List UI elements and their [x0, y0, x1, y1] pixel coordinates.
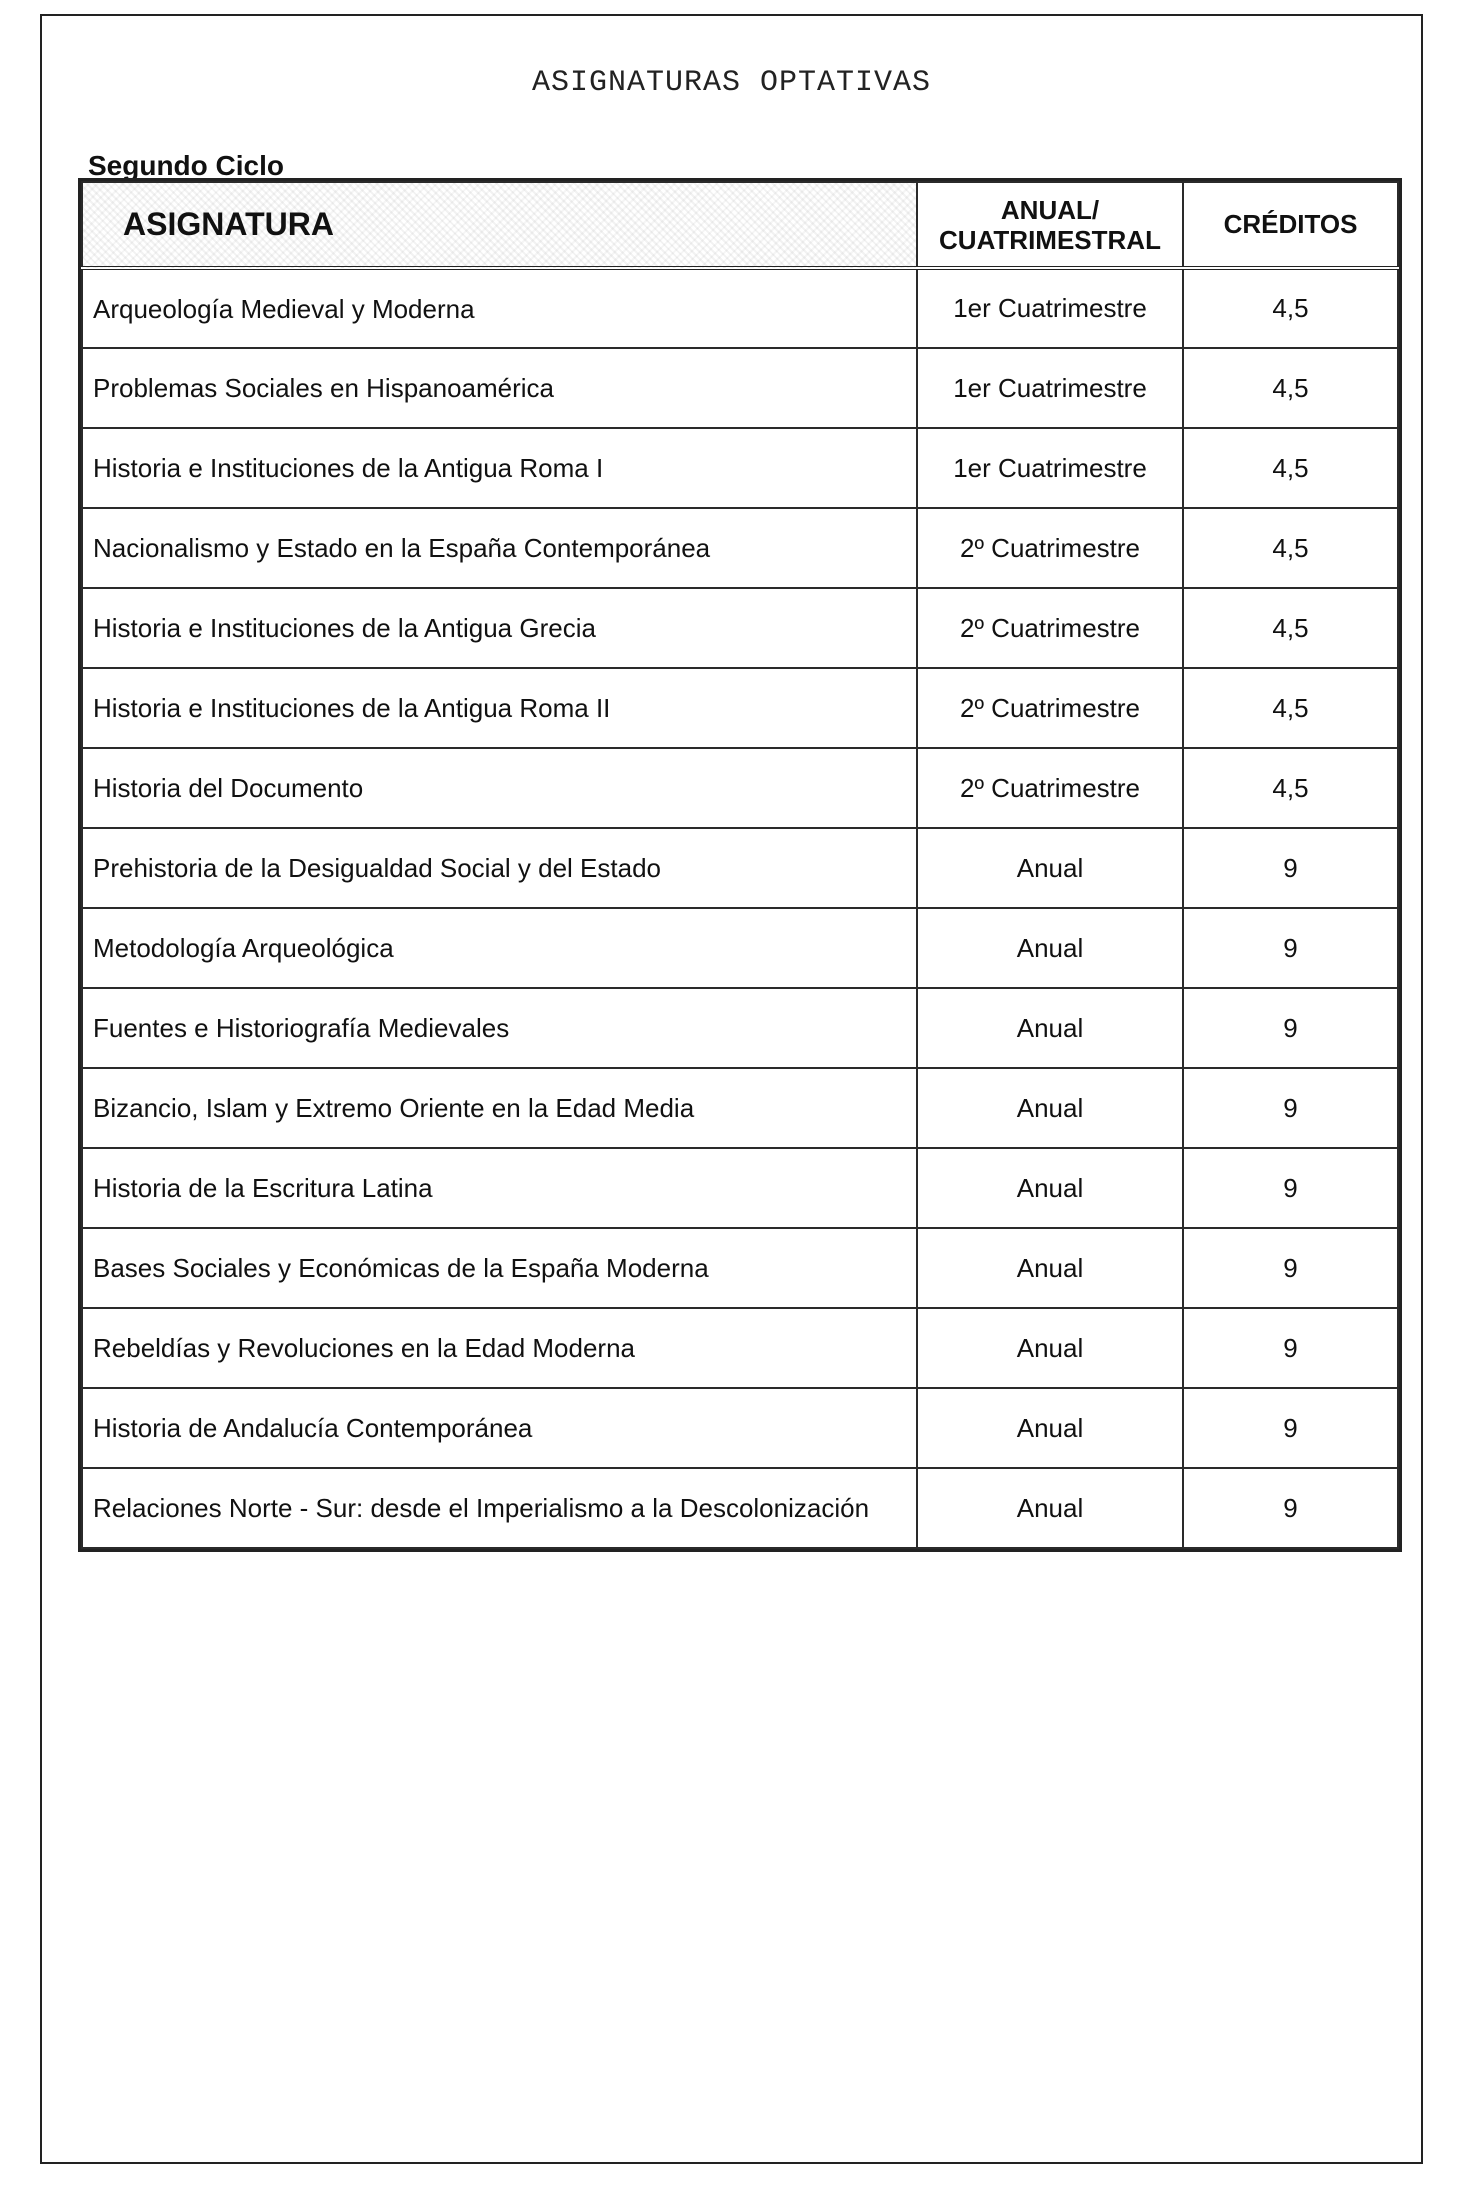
header-period-line2: CUATRIMESTRAL — [939, 224, 1161, 255]
table-row — [82, 1068, 1398, 1148]
credits-cell: 9 — [1183, 1148, 1398, 1228]
credits-cell: 4,5 — [1183, 508, 1398, 588]
subject-cell: Relaciones Norte - Sur: desde el Imperialismo a la Descolonización — [82, 1468, 917, 1548]
credits-cell: 9 — [1183, 1228, 1398, 1308]
period-cell: Anual — [917, 1308, 1183, 1388]
section-label: Segundo Ciclo — [88, 150, 284, 181]
table-row — [82, 668, 1398, 748]
subject-cell: Historia e Instituciones de la Antigua Roma I — [82, 428, 917, 508]
period-cell: Anual — [917, 908, 1183, 988]
period-cell: Anual — [917, 1388, 1183, 1468]
period-cell: Anual — [917, 1228, 1183, 1308]
table-row — [82, 988, 1398, 1068]
header-subject: ASIGNATURA — [82, 182, 917, 268]
subject-cell: Metodología Arqueológica — [82, 908, 917, 988]
header-period-line1: ANUAL/ — [1000, 194, 1100, 225]
table-row — [82, 268, 1398, 348]
subject-cell: Prehistoria de la Desigualdad Social y del Estado — [82, 828, 917, 908]
table-row — [82, 1388, 1398, 1468]
period-cell: 2º Cuatrimestre — [917, 588, 1183, 668]
subject-cell: Historia e Instituciones de la Antigua Grecia — [82, 588, 917, 668]
table-row — [82, 428, 1398, 508]
subject-cell: Historia e Instituciones de la Antigua Roma II — [82, 668, 917, 748]
subject-cell: Rebeldías y Revoluciones en la Edad Moderna — [82, 1308, 917, 1388]
period-cell: 2º Cuatrimestre — [917, 668, 1183, 748]
period-cell: 1er Cuatrimestre — [917, 348, 1183, 428]
period-cell: Anual — [917, 988, 1183, 1068]
credits-cell: 9 — [1183, 1388, 1398, 1468]
period-cell: 1er Cuatrimestre — [917, 428, 1183, 508]
subject-cell: Fuentes e Historiografía Medievales — [82, 988, 917, 1068]
period-cell: 2º Cuatrimestre — [917, 748, 1183, 828]
credits-cell: 4,5 — [1183, 668, 1398, 748]
credits-cell: 9 — [1183, 1308, 1398, 1388]
subject-cell: Nacionalismo y Estado en la España Contemporánea — [82, 508, 917, 588]
subject-cell: Historia de Andalucía Contemporánea — [82, 1388, 917, 1468]
period-cell: Anual — [917, 1068, 1183, 1148]
table-row — [82, 1148, 1398, 1228]
table-body — [82, 268, 1398, 1548]
period-cell: Anual — [917, 1468, 1183, 1548]
subject-cell: Historia de la Escritura Latina — [82, 1148, 917, 1228]
credits-cell: 9 — [1183, 1468, 1398, 1548]
table-row — [82, 1228, 1398, 1308]
table-row — [82, 828, 1398, 908]
credits-cell: 9 — [1183, 828, 1398, 908]
period-cell: 2º Cuatrimestre — [917, 508, 1183, 588]
table-row — [82, 1468, 1398, 1548]
period-cell: 1er Cuatrimestre — [917, 268, 1183, 348]
header-row — [82, 182, 1398, 268]
credits-cell: 4,5 — [1183, 588, 1398, 668]
table-header — [82, 182, 1398, 268]
subject-cell: Historia del Documento — [82, 748, 917, 828]
subject-cell: Bases Sociales y Económicas de la España Moderna — [82, 1228, 917, 1308]
table-row — [82, 748, 1398, 828]
header-period — [917, 182, 1183, 268]
credits-cell: 4,5 — [1183, 348, 1398, 428]
credits-cell: 9 — [1183, 988, 1398, 1068]
subject-cell: Arqueología Medieval y Moderna — [82, 268, 917, 348]
credits-cell: 4,5 — [1183, 748, 1398, 828]
period-cell: Anual — [917, 1148, 1183, 1228]
table-row — [82, 908, 1398, 988]
subjects-table-wrapper — [78, 178, 1402, 1552]
table-row — [82, 508, 1398, 588]
credits-cell: 9 — [1183, 1068, 1398, 1148]
subjects-table — [81, 181, 1399, 1549]
table-row — [82, 588, 1398, 668]
document-title: ASIGNATURAS OPTATIVAS — [531, 66, 932, 100]
subject-cell: Problemas Sociales en Hispanoamérica — [82, 348, 917, 428]
header-credits: CRÉDITOS — [1183, 182, 1398, 268]
table-row — [82, 348, 1398, 428]
credits-cell: 4,5 — [1183, 428, 1398, 508]
credits-cell: 9 — [1183, 908, 1398, 988]
subject-cell: Bizancio, Islam y Extremo Oriente en la Edad Media — [82, 1068, 917, 1148]
table-row — [82, 1308, 1398, 1388]
period-cell: Anual — [917, 828, 1183, 908]
credits-cell: 4,5 — [1183, 268, 1398, 348]
